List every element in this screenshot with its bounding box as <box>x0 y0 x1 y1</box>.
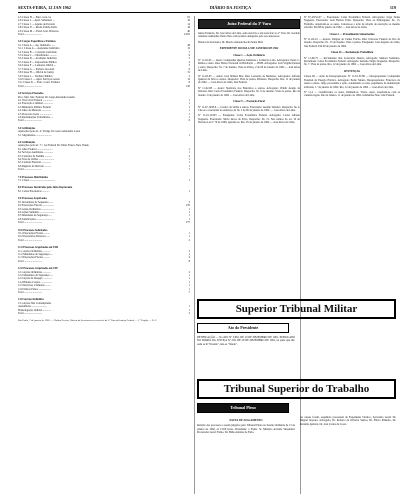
sentences-title: SENTENÇAS <box>343 69 361 73</box>
stat-value: 1 <box>188 308 190 312</box>
stat-label: Proc. Mat. Juíz. Federal, Dr. Jorge Alexandre Guedes <box>18 95 76 99</box>
stat-value: 1 <box>188 133 190 137</box>
acao-para-2: Nº 11-62-05 — Autor: José Simões Mar. Réu: Leonardo de Medeiros. Advogados: Alfredo Queiroz da Silva e outros. Despacho: Vista às partes, Primeiro. Despacho: Rio, 11 de janeiro de 1962. — José Alves de Lima, Juiz Federal. <box>198 74 300 85</box>
stat-label: 4.6 Reclamações Trabalhistas .... <box>18 115 54 119</box>
stat-label: 5.1 Julgamentos ....................... <box>18 133 52 137</box>
stat-label: 11.2 Mandados de Segurança .... <box>18 252 53 256</box>
stat-label: 2.5 Classe H — Func. Grat. Gr <box>18 16 52 19</box>
stat-label: 6.5 Cartório Eleitoral .............. <box>18 161 51 165</box>
stat-value: 1 <box>188 98 190 102</box>
stat-label: 2.6 Classe I — Ajud. Substituto .... <box>18 19 56 23</box>
stat-value: 8 <box>188 81 190 85</box>
section-title: 9.0 Processos Arquivados <box>18 197 47 201</box>
exec-title: Classe 9 — Execução Fiscal <box>233 100 265 104</box>
stat-value: 1 <box>188 284 190 288</box>
stat-label: 11.1 Ações Ordinárias ............ <box>18 249 51 253</box>
stat-row <box>18 260 190 263</box>
stat-label: Total ........................... <box>18 312 43 316</box>
stat-value: 16 <box>187 26 190 30</box>
acao-title: Classe 1 — Ação Ordinária <box>233 53 265 57</box>
stat-value: 1 <box>188 274 190 277</box>
stat-label: 3.2 Classe B — Contador Judiciário <box>18 50 57 54</box>
stat-value: 1 <box>188 179 190 183</box>
stat-label: 6.2 Serviços Auxiliares .............. <box>18 151 54 155</box>
tst-para-2: As causas foram, sequência processual de Expediente Técnico, Secretaria Geral: Dr. Miguel Jarjoura, Advogado, Dr. Roberto de Oliveira Santos, Dr. Flávio Pinheiro, Dr. Ronaldo Aymoré. Dr. José Carlos da Costa. <box>300 416 396 426</box>
stat-label: 2.7 Classe J — Agente de Portaria <box>18 22 55 26</box>
stat-label: 4.1 Vara Cível Federal ............... <box>18 98 53 102</box>
stat-row <box>18 239 190 242</box>
stat-value: 1 <box>188 287 190 291</box>
stat-label: 9.4 Ações Sumárias ...................... <box>18 210 55 214</box>
stat-label: 12.6 Outros Feitos .................. <box>18 287 51 291</box>
section-title: 12.0 Processos Arquivados em STF <box>18 267 58 271</box>
stat-value: 1 <box>188 109 190 113</box>
c2-title: Classe 2 — Procedimento Sumaríssimo <box>329 32 375 36</box>
stat-label: Assistências ...................... <box>18 305 47 309</box>
stat-value: 1 <box>188 158 190 162</box>
stat-value: 9 <box>188 54 190 58</box>
stat-value: 2 <box>188 238 190 242</box>
stat-label: 6.1 Juízo Federal ....................... <box>18 147 53 151</box>
stat-value: 1 <box>188 115 190 119</box>
stat-row <box>18 168 190 171</box>
stat-value: 3 <box>188 249 190 253</box>
stat-row <box>18 134 190 137</box>
stat-label: 12.4 Habeas-Corpus ................. <box>18 280 53 284</box>
stat-label: Total ........................... <box>18 84 43 88</box>
stat-value: 1 <box>188 231 190 235</box>
stm-para: RETIFICAÇÃO — No ATO Nº 3.681, DE 10 DE DEZEMBRO DE 1961, PUBLICADO NO DIÁRIO DA JUSTIÇA Nº 236, DE 29 DE DEZEMBRO DE 1961, na parte que diz: onde se lê "fixando", leia-se "fixado". <box>197 336 295 346</box>
acao-para-3: Nº 11-62-08 — Autor: Sindicato dos Bancários e outros. Advogado: Waldir Araújo de Oliveira. Réu: Caixa Econômica Federal. Despacho: fls. 9 do mesmo. Vista às partes. Rio de Janeiro, 9 de janeiro de 1962 — José Alves de Lima. <box>198 86 300 97</box>
vara-intro: Juízes Federais, Dr. José Alves de Lima, sem exercício e em exercício no 2º Vara. Dr. Geraldo Antunes Guimarães Vieira Neto com poderes delegados pelo seu antecessor. <box>198 32 300 39</box>
stat-label: Total ........................... <box>18 259 43 263</box>
stat-label: 3.6 Classe F — Leiloeiro Oficial ... <box>18 64 56 68</box>
stat-value: 7 <box>188 291 190 295</box>
stat-label: Total ........................... <box>18 119 43 123</box>
stat-value: 1 <box>188 210 190 214</box>
stat-label: 9.1 Inventários de Sequestro ...... <box>18 200 54 204</box>
stat-label: 3.10 Classe J — Ajud. Serviços Gerais <box>18 77 60 81</box>
stat-row <box>18 119 190 122</box>
stat-label: 3.3 Classe C — Distribuidor ........... <box>18 54 57 58</box>
stat-value: 5 <box>188 57 190 61</box>
stat-value: 48 <box>187 43 190 47</box>
stat-row <box>18 291 190 294</box>
stat-value: 1 <box>188 252 190 256</box>
stat-value: 1 <box>188 277 190 281</box>
stat-label: Total ........................... <box>18 238 43 242</box>
stat-label: 6.3 Cartórios de Família ........... <box>18 154 53 158</box>
tst-section <box>197 375 396 437</box>
section-title: 11.0 Processos Arquivados em TFR <box>18 246 59 250</box>
header-date: SEXTA-FEIRA, 12 JAN 1962 <box>18 5 71 11</box>
stat-value: 4 <box>188 60 190 64</box>
stat-label: 8.1 Cartas Precatórias ........... <box>18 189 50 193</box>
stat-value: 1 <box>188 102 190 106</box>
stat-value: 2 <box>188 270 190 274</box>
stat-value: 6 <box>188 67 190 71</box>
stat-value: 3 <box>188 200 190 204</box>
exec-para-1: Nº 11-67-1058-6 — Credor: da União e outros. Executado: Aurélio Teixeira. Despacho: fls. 4. Cite-se o executado no endereço de fls. 2 de 06 de janeiro de 1962. — José Alves de Lima. <box>198 105 300 112</box>
stat-row <box>18 33 190 36</box>
stat-label: 3.9 Classe I — Tradutor Público <box>18 74 53 78</box>
stat-label: 9.6 Justificações ........................... <box>18 217 55 221</box>
stat-value: 7 <box>188 50 190 54</box>
stat-value: 6 <box>188 119 190 123</box>
exec-para-2: Nº 11-61-10103 — Exequente: Caixa Econômica Federal. Advogado: Carlos Alberto Nogueira. Executado: Silvio Alves da Silva. Despacho: fls. 15. Nos termos do art. 10 do Decreto-Lei nº 70 de 1966, aguarde-se. Rio, 05 de janeiro de 1962 — José Alves de Lima. <box>198 114 300 125</box>
stat-value: 2 <box>188 74 190 78</box>
stat-label: Total ........................... <box>18 291 43 295</box>
stm-title: Superior Tribunal Militar <box>197 299 396 319</box>
stat-label: 3.1.1 Classe A — Assistente Judiciário <box>18 47 60 51</box>
stat-value: 19 <box>187 19 190 23</box>
sentence-para-2: Nº 11-2 — Cientificados os autos, Intimem-se. Vistos. Após, arquivem-se com as cautelas legais. Rio de Janeiro, 11 de janeiro de 1962. Guimarães Neto, Juiz Federal. <box>304 90 400 98</box>
stat-value: 1 <box>188 151 190 155</box>
stat-row <box>18 221 190 224</box>
stat-value: 1 <box>188 147 190 151</box>
stat-label: 6.6 Registro de Imóveis .......... <box>18 164 52 168</box>
stat-value: 270 <box>185 204 190 208</box>
stat-value: 81 <box>187 16 190 19</box>
c-intro: Nº 67-29/52-07 — Executante: Caixa Econômica Federal. Advogados: Jorge Tadeu Nogueira. Executado: Luiz Batista Felix. Despacho: Vista ao Embargante, fls. 15, Extinção. Arquivem-se os autos. Cancele-se a ação de relação de execução ao mesmo vencido. Em 08 de janeiro de 1962 — José Alves de Lima. <box>304 16 400 30</box>
expediente-title: EXPEDIENTE DO DIA 12 DE JANEIRO DE 1962 <box>219 47 279 51</box>
c2-para: Nº 11-62-01 — Autora: Dalgisa da Cunha Falcão. Réu: Universo Federal do Rio de Janeiro. Despacho: fls. 13 do mesmo. Vista à partes. Exequente: José Augusto de Lima, Juiz Federal. Em 09 de janeiro de 1962. <box>304 38 400 48</box>
tst-subtitle: Tribunal Pleno <box>197 403 289 413</box>
stat-value: 1 <box>188 189 190 193</box>
tst-para: Relação dos processos a serem julgados pelo Tribunal Pleno na Sessão Ordinária de 15 de janeiro de 1962, às 13:00 horas, Presidente: o Exmo. Sr. Ministro Arnaldo Süssekind. Procurador Geral: Exmo. Dr. Hélio Antônio de Faria. <box>197 424 295 435</box>
stat-label: 2.9 Classe M — Fund. Grat. Diversos <box>18 29 59 33</box>
stm-subtitle: Ato do Presidente <box>197 323 289 333</box>
stat-label: 3.5 Classe E — Depositário Público <box>18 60 57 64</box>
stat-label: Homologação Judicial ............ <box>18 308 51 312</box>
page-header <box>18 4 396 13</box>
stat-label: Total ........................... <box>18 168 43 172</box>
stat-value: 2 <box>188 154 190 158</box>
stat-label: 3.11 Classe K — Func. Contr. Extintos <box>18 81 60 85</box>
stat-value: 2.281 <box>183 33 190 37</box>
stat-label: 11.3 Execuções Fiscais .......... <box>18 256 51 260</box>
stat-value: 1 <box>188 235 190 239</box>
stat-label: 10.1 Execuções Fiscais .......... <box>18 231 51 235</box>
stat-label: 4.3 Ministério Público Federal <box>18 105 51 109</box>
section-title: 3.0 Cargos Específicos e Extintos <box>18 40 56 44</box>
stat-value: 14 <box>187 22 190 26</box>
tst-title: Tribunal Superior do Trabalho <box>197 379 396 399</box>
vara-director: Diretor da Secretaria, Dr. Marcio Antonio Rocha Seine Mira <box>198 40 263 44</box>
stat-value: 2 <box>188 312 190 316</box>
stat-value: 1 <box>188 161 190 165</box>
stat-label: 3.4 Classe D — Avaliador Judiciário <box>18 57 58 61</box>
stat-label: 3.7 Classe G — Porteiro dos Aud. <box>18 67 55 71</box>
stat-label: 12.2 Mandados de Segurança .... <box>18 274 54 277</box>
stat-label: 12.5 Recursos Criminais ........ <box>18 284 51 288</box>
stat-value: 1 <box>188 164 190 168</box>
acao-para-1: Nº 11-62-03 — Autor: Companhia Queiroz Indústria e Comércio Ltda. Advogados: Paulo C. Ramos e outro. Réu: Banco Nacional da Habitação — BNH. Advogados: Luis Virgílio Pereira e outro. Despacho: fls. 7 do mesmo, Vista às Partes, 2 de 06 de Janeiro de 1962 — José Alves de Lima. <box>198 59 300 73</box>
stat-label: 4.2 Execução Criminal ............... <box>18 102 54 106</box>
stat-value: 8 <box>188 259 190 263</box>
section-title: 4.0 Serviços Prestados <box>18 92 44 96</box>
stat-value: 1 <box>188 112 190 116</box>
section-title: 8.0 Processos Devolvidos pelo Juízo Deprecante <box>18 186 73 190</box>
stat-value: 15 <box>187 47 190 51</box>
header-journal-title: DIÁRIO DA JUSTIÇA <box>209 5 252 11</box>
stat-label: Apurações pelo art. 4.º Parágr. Dr. Gerra Alexandre Costa <box>18 130 81 134</box>
stat-label: 7.1 Cíveis ...................................... <box>18 179 56 183</box>
stat-label: 9.2 Execuções Fiscais .................. <box>18 204 55 208</box>
stat-value: 3 <box>188 64 190 68</box>
stat-label: 9.3 Ações Ordinárias ................... <box>18 207 55 211</box>
vara-title: Juízo Federal da 3ª Vara <box>198 19 300 29</box>
sentence-para: Classe III — Ação de Desapropriação. Nº 11-61-31/86 — Desapropriante: Companhia Estadual de Energia Elétrica. Advogado: Pedro Moura. Desapropriados: Francisco de Assis e outros. Julgo procedente a ação, condenando os réus, pagamento da indenização arbitrada, 1.º de janeiro de 1962. Rio, 12 de janeiro de 1962 — José Alves de Lima. <box>304 75 400 89</box>
section-title: 6.0 Atribuições <box>18 141 36 144</box>
stat-label: 4.5 Protocolo Geral ................... <box>18 112 53 116</box>
header-page-number: 119 <box>389 5 396 11</box>
stat-value: 4 <box>188 256 190 260</box>
stat-row <box>18 85 190 88</box>
section-title: 7.0 Processos Distribuídos <box>18 175 48 179</box>
c3-para: Nº 11-60-75 — Reclamante: Rui Conceição Duarte, Advogado: Manoel Sarmento. Reclamado: Caixa Econômica Federal. Advogado: Antonio Sérgio Nogueira. Despacho: fls. 7. Vista às partes. Rio, 12 de janeiro de 1962 — José Alves de Lima. <box>304 56 400 67</box>
stat-value: 7 <box>188 168 190 172</box>
stat-value: 12 <box>187 77 190 81</box>
stat-label: 2.8 Classe N — Resid. Padrão Indiv. <box>18 26 58 30</box>
c3-title: Classe 26 — Reclamação Trabalhista <box>330 51 374 55</box>
stat-label: Apurações pelo art. 7.º, Lei Federal Dr. Telles Franco Neto Vianna <box>18 144 90 148</box>
stat-value: 40 <box>187 29 190 33</box>
pauta-title: PAUTA DE JULGAMENTO <box>229 419 263 422</box>
stat-value: 277 <box>185 221 190 225</box>
stat-label: 12.3 Ações de Despejo ............. <box>18 277 53 281</box>
stat-label: 13.1 Ações Não Contempladas <box>18 301 52 305</box>
stat-label: 6.4 Vara de Órfãos ....................... <box>18 158 55 162</box>
column-footer: São Paulo, 7 de janeiro de 1962. — Hylton Pereira, Diretor da Secretaria em exercício da 3.ª Vara da Justiça Federal — 1.º Região — D. F. <box>18 319 157 323</box>
stat-value: 1 <box>188 207 190 211</box>
section-title: 13.0 Serviço Definitivo <box>18 298 44 302</box>
stat-value: 1 <box>188 280 190 284</box>
stat-label: 3.1 Classe A — Ag. Judiciário ...... <box>18 43 56 47</box>
stat-row <box>18 190 190 193</box>
stat-value: 150 <box>185 84 190 88</box>
stat-value: 1 <box>188 214 190 218</box>
section-title: 5.0 Atribuições <box>18 126 36 130</box>
stat-label: 12.1 Ações Ordinárias ............ <box>18 270 51 274</box>
stat-value: 1 <box>188 105 190 109</box>
stat-value: 1 <box>188 217 190 221</box>
stat-value: 1 <box>188 305 190 309</box>
stat-value: 31 <box>187 71 190 75</box>
stat-label: 10.2 Precatórios Diversos ...... <box>18 235 51 239</box>
stat-row <box>18 312 190 315</box>
stat-label: Total ........................... <box>18 221 43 225</box>
stat-label: 4.4 Juízo de Menores .............. <box>18 109 52 113</box>
stat-row <box>18 179 190 182</box>
stat-label: 3.8 Classe H — Oficial de Justiça <box>18 71 55 75</box>
stm-section <box>197 295 396 348</box>
stat-label: Total ........................... <box>18 33 43 37</box>
statistics-column <box>18 16 190 494</box>
section-title: 10.0 Processos Solicitados <box>18 228 48 232</box>
stat-label: 9.5 Mandados de Segurança .... <box>18 214 52 218</box>
